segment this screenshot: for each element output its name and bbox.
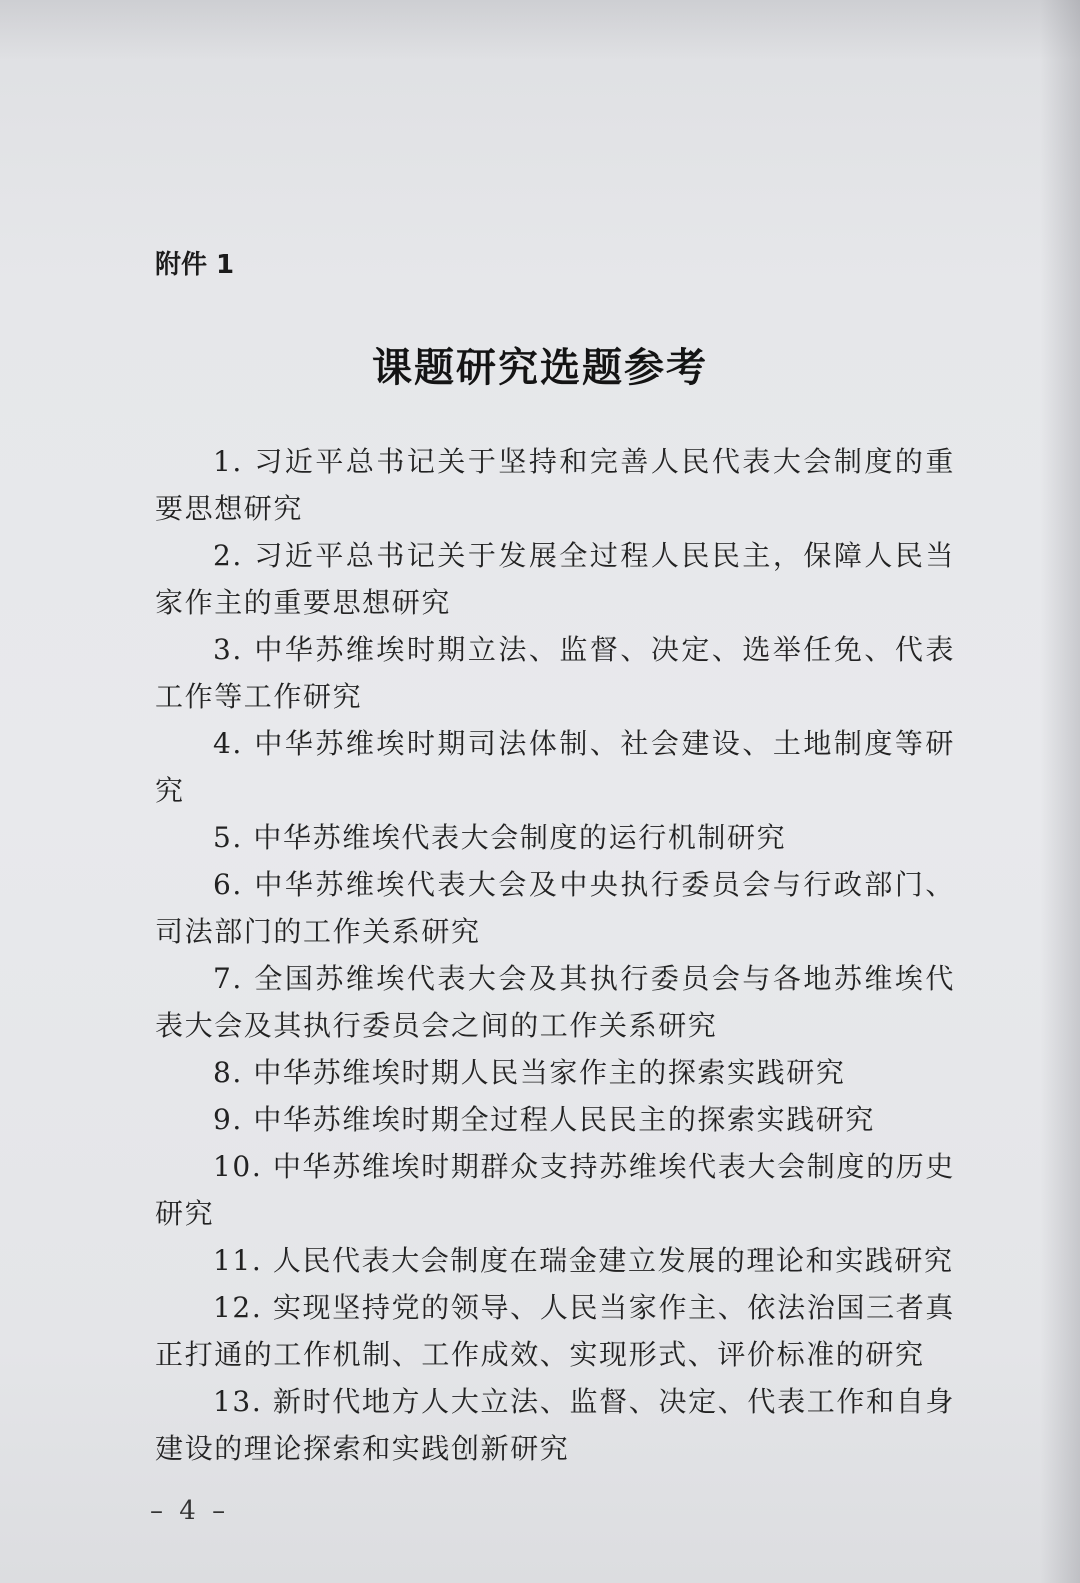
list-item: 11. 人民代表大会制度在瑞金建立发展的理论和实践研究 (213, 1244, 954, 1277)
page-spine-shadow (1040, 0, 1080, 1583)
list-item: 8. 中华苏维埃时期人民当家作主的探索实践研究 (213, 1056, 846, 1089)
list-item: 9. 中华苏维埃时期全过程人民民主的探索实践研究 (213, 1103, 876, 1136)
list-item: 13. 新时代地方人大立法、监督、决定、代表工作和自身建设的理论探索和实践创新研究 (155, 1385, 955, 1465)
list-item: 10. 中华苏维埃时期群众支持苏维埃代表大会制度的历史研究 (155, 1150, 955, 1230)
document-title: 课题研究选题参考 (372, 344, 708, 391)
list-item: 2. 习近平总书记关于发展全过程人民民主，保障人民当家作主的重要思想研究 (155, 539, 955, 619)
attachment-label: 附件 1 (155, 250, 235, 280)
list-item: 4. 中华苏维埃时期司法体制、社会建设、土地制度等研究 (155, 727, 955, 807)
list-item: 1. 习近平总书记关于坚持和完善人民代表大会制度的重要思想研究 (155, 445, 955, 525)
list-item: 6. 中华苏维埃代表大会及中央执行委员会与行政部门、司法部门的工作关系研究 (155, 868, 955, 948)
page-top-shadow (0, 0, 1080, 60)
list-item: 5. 中华苏维埃代表大会制度的运行机制研究 (213, 821, 787, 854)
list-item: 7. 全国苏维埃代表大会及其执行委员会与各地苏维埃代表大会及其执行委员会之间的工作关系研究 (155, 962, 955, 1042)
list-item: 3. 中华苏维埃时期立法、监督、决定、选举任免、代表工作等工作研究 (155, 633, 955, 713)
list-item: 12. 实现坚持党的领导、人民当家作主、依法治国三者真正打通的工作机制、工作成效、实现形式、评价标准的研究 (155, 1291, 955, 1371)
topic-list (155, 438, 955, 1472)
page-number: – 4 – (150, 1496, 230, 1526)
